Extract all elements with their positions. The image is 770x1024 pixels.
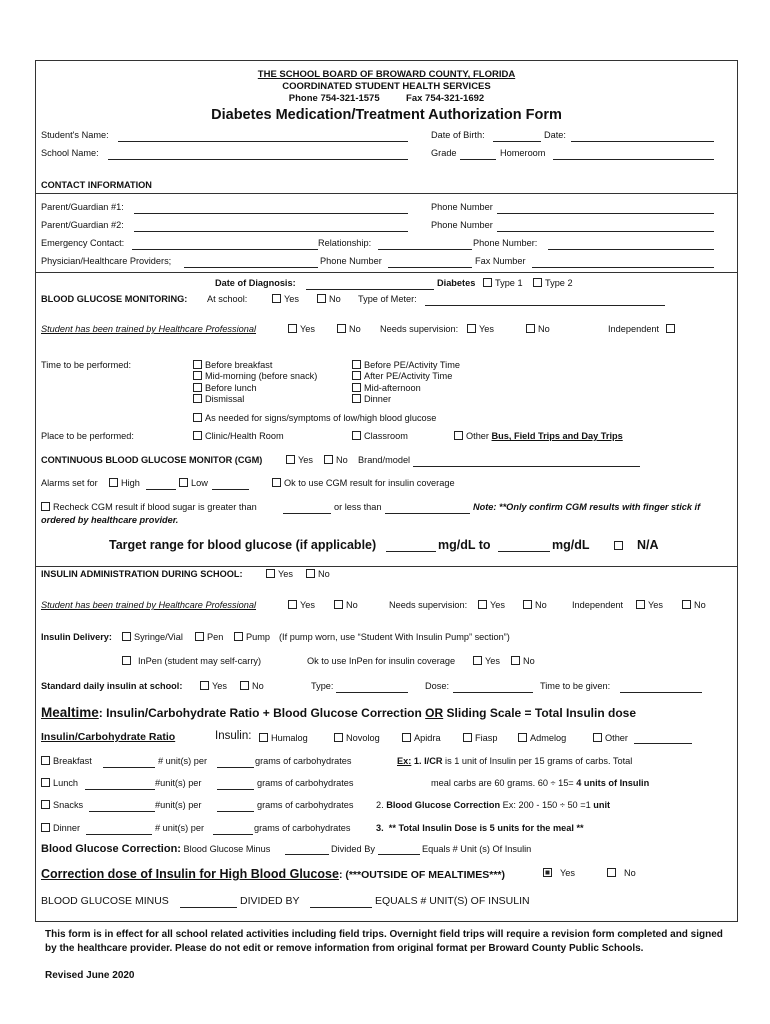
checkbox-icon[interactable] (195, 632, 204, 641)
trained-label: Student has been trained by Healthcare Professional (41, 324, 257, 334)
brand-option-humalog-label: Humalog (271, 733, 308, 743)
time-left-option-2-label: Before lunch (205, 382, 257, 393)
checkbox-icon[interactable] (193, 394, 202, 403)
dob-label: Date of Birth: (431, 130, 485, 140)
dose-field[interactable] (453, 692, 533, 693)
insulin-trained-label: Student has been trained by Healthcare Professional (41, 600, 257, 610)
target-low-field[interactable] (386, 551, 436, 552)
checkbox-icon[interactable] (193, 413, 202, 422)
formula-divided-field[interactable] (310, 907, 372, 908)
checkbox-icon[interactable] (478, 600, 487, 609)
supervision-no[interactable]: No (526, 324, 550, 335)
brand-option-other[interactable] (593, 733, 628, 744)
board-name: THE SCHOOL BOARD OF BROWARD COUNTY, FLORIDA (257, 69, 516, 80)
school-name-label: School Name: (41, 148, 99, 158)
checkbox-icon[interactable] (533, 278, 542, 287)
insulin-supervision-yes[interactable]: Yes (478, 600, 505, 611)
insulin-trained-yes[interactable]: Yes (288, 600, 315, 611)
mealtime-heading: Mealtime: Insulin/Carbohydrate Ratio + Blood Glucose Correction OR Sliding Scale = Total Insulin dose (41, 705, 636, 720)
formula-bg-minus: BLOOD GLUCOSE MINUS (41, 895, 169, 907)
checkbox-icon[interactable] (41, 800, 50, 809)
checkbox-icon[interactable] (193, 360, 202, 369)
times-right-list (352, 360, 460, 406)
dob-field[interactable] (493, 141, 541, 142)
breakfast-option[interactable]: Breakfast (41, 756, 92, 767)
physician-label: Physician/Healthcare Providers; (41, 256, 172, 266)
brand-option-novolog-label: Novolog (346, 733, 380, 743)
ratio-label: Insulin/Carbohydrate Ratio (41, 731, 176, 743)
checkbox-icon[interactable] (41, 823, 50, 832)
cgm-yes[interactable]: Yes (286, 455, 313, 466)
alarm-low-option[interactable]: Low (179, 478, 208, 489)
footer-note: This form is in effect for all school related activities including field trips. Overnight field trips will require a revision form completed and signed by the healthcare provider. Please do not edit or remove information from original format per Broward County Public Schools. (45, 929, 723, 954)
other-place-option[interactable]: Other Bus, Field Trips and Day Trips (454, 431, 623, 442)
grade-field[interactable] (460, 159, 496, 160)
checkbox-icon[interactable] (352, 371, 361, 380)
lunch-grams-label: grams of carbohydrates (257, 778, 354, 788)
brand-label: Brand/model (358, 455, 411, 465)
physician-fax-label: Fax Number (475, 256, 526, 266)
less-than-label: or less than (334, 502, 382, 512)
department-name: COORDINATED STUDENT HEALTH SERVICES (282, 81, 491, 92)
time-label: Time to be performed: (41, 360, 132, 370)
insulin-independent-yes[interactable]: Yes (636, 600, 663, 611)
time-right-option-0-label: Before PE/Activity Time (364, 360, 460, 370)
high-correction-heading: Correction dose of Insulin for High Blood Glucose: (***OUTSIDE OF MEALTIMES***) (41, 867, 505, 881)
time-given-field[interactable] (620, 692, 702, 693)
brand-option-novolog[interactable] (334, 733, 380, 744)
checkbox-icon[interactable] (352, 360, 361, 369)
checkbox-icon[interactable] (122, 632, 131, 641)
date-label: Date: (544, 130, 566, 140)
breakfast-grams-label: grams of carbohydrates (255, 756, 352, 766)
time-left-option-3[interactable] (193, 394, 317, 405)
snacks-units-label: #unit(s) per (155, 800, 202, 810)
divider (35, 272, 738, 273)
insulin-brand-label: Insulin: (215, 730, 252, 742)
recheck-less-field[interactable] (385, 513, 470, 514)
checkbox-icon[interactable] (473, 656, 482, 665)
checkbox-icon[interactable] (402, 733, 411, 742)
physician-field[interactable] (184, 267, 318, 268)
checkbox-icon[interactable] (259, 733, 268, 742)
insulin-independent-label: Independent (572, 600, 624, 610)
contact-heading: CONTACT INFORMATION (41, 180, 152, 190)
relationship-label: Relationship: (318, 238, 372, 248)
cgm-ok-option[interactable]: Ok to use CGM result for insulin coverage (272, 478, 455, 489)
brand-option-admelog-label: Admelog (530, 733, 567, 743)
student-name-field[interactable] (118, 141, 408, 142)
brand-option-fiasp[interactable] (463, 733, 497, 744)
checkbox-icon[interactable] (41, 502, 50, 511)
grade-label: Grade (431, 148, 457, 158)
time-left-option-0[interactable] (193, 360, 317, 371)
target-high-field[interactable] (498, 551, 550, 552)
recheck-option[interactable]: Recheck CGM result if blood sugar is greater than (41, 502, 257, 513)
as-needed-option[interactable]: As needed for signs/symptoms of low/high blood glucose (193, 413, 436, 424)
supervision-yes[interactable]: Yes (467, 324, 494, 335)
brand-option-apidra-label: Apidra (414, 733, 441, 743)
correction-row: Blood Glucose Correction: Blood Glucose Minus (41, 843, 271, 855)
checkbox-icon[interactable] (334, 733, 343, 742)
checkbox-icon[interactable] (179, 478, 188, 487)
example-3: 3. ** Total Insulin Dose is 5 units for the meal ** (376, 823, 584, 833)
recheck-greater-field[interactable] (283, 513, 331, 514)
checkbox-icon[interactable] (193, 371, 202, 380)
snacks-units-field[interactable] (89, 811, 155, 812)
time-right-option-1-label: After PE/Activity Time (364, 371, 453, 382)
diabetes-label: Diabetes (437, 278, 476, 288)
standard-no[interactable]: No (240, 681, 264, 692)
checkbox-icon[interactable] (454, 431, 463, 440)
pen-option[interactable]: Pen (195, 632, 223, 643)
parent1-field[interactable] (134, 213, 408, 214)
target-to-label: mg/dL to (438, 538, 491, 552)
checkbox-checked-icon[interactable] (543, 868, 552, 877)
brand-option-apidra[interactable] (402, 733, 441, 744)
checkbox-icon[interactable] (193, 383, 202, 392)
time-right-option-3[interactable] (352, 394, 460, 405)
checkbox-icon[interactable] (511, 656, 520, 665)
checkbox-icon[interactable] (234, 632, 243, 641)
time-right-option-2-label: Mid-afternoon (364, 382, 421, 393)
checkbox-icon[interactable] (286, 455, 295, 464)
insulin-admin-yes[interactable]: Yes (266, 569, 293, 580)
checkbox-icon[interactable] (666, 324, 675, 333)
cgm-label: CONTINUOUS BLOOD GLUCOSE MONITOR (CGM) (41, 455, 263, 465)
phone-fax: Phone 754-321-1575 Fax 754-321-1692 (288, 93, 485, 104)
breakfast-units-label: # unit(s) per (158, 756, 208, 766)
checkbox-icon[interactable] (463, 733, 472, 742)
breakfast-grams-field[interactable] (217, 767, 254, 768)
parent2-field[interactable] (134, 231, 408, 232)
diagnosis-label: Date of Diagnosis: (215, 278, 296, 288)
insulin-trained-no[interactable]: No (334, 600, 358, 611)
formula-divided: DIVIDED BY (240, 895, 300, 907)
revised-date: Revised June 2020 (45, 970, 135, 981)
pump-option[interactable]: Pump (234, 632, 270, 643)
checkbox-icon[interactable] (122, 656, 131, 665)
lunch-grams-field[interactable] (217, 789, 254, 790)
classroom-option[interactable]: Classroom (352, 431, 408, 442)
dinner-units-field[interactable] (86, 834, 152, 835)
type1-option[interactable]: Type 1 (483, 278, 523, 289)
breakfast-units-field[interactable] (103, 767, 155, 768)
brand-option-other-label: Other (605, 733, 628, 743)
syringe-option[interactable]: Syringe/Vial (122, 632, 183, 643)
checkbox-icon[interactable] (607, 868, 616, 877)
time-right-option-0[interactable] (352, 360, 460, 371)
standard-yes[interactable]: Yes (200, 681, 227, 692)
parent2-phone-field[interactable] (497, 231, 714, 232)
checkbox-icon[interactable] (324, 455, 333, 464)
snacks-option[interactable]: Snacks (41, 800, 83, 811)
checkbox-icon[interactable] (41, 756, 50, 765)
divided-by-label: Divided By (331, 844, 375, 854)
emergency-label: Emergency Contact: (41, 238, 125, 248)
pump-note: (If pump worn, use “Student With Insulin Pump” section”) (279, 632, 510, 642)
checkbox-icon[interactable] (467, 324, 476, 333)
checkbox-icon[interactable] (306, 569, 315, 578)
time-left-option-1[interactable] (193, 371, 317, 382)
cgm-note: Note: **Only confirm CGM results with finger stick if (473, 502, 701, 512)
date-field[interactable] (571, 141, 714, 142)
formula-minus-field[interactable] (180, 907, 237, 908)
brand-option-admelog[interactable] (518, 733, 566, 744)
alarm-high-option[interactable]: High (109, 478, 140, 489)
parent2-phone-label: Phone Number (431, 220, 493, 230)
brand-option-fiasp-label: Fiasp (475, 733, 498, 743)
insulin-independent-no[interactable]: No (682, 600, 706, 611)
snacks-grams-field[interactable] (217, 811, 254, 812)
checkbox-icon[interactable] (288, 600, 297, 609)
target-na-option[interactable]: N/A (614, 538, 659, 553)
physician-phone-field[interactable] (388, 267, 472, 268)
checkbox-icon[interactable] (266, 569, 275, 578)
lunch-units-field[interactable] (85, 789, 155, 790)
dinner-grams-label: grams of carbohydrates (254, 823, 351, 833)
checkbox-icon[interactable] (337, 324, 346, 333)
alarm-high-field[interactable] (146, 489, 176, 490)
monitoring-yes[interactable]: Yes (272, 294, 299, 305)
alarms-label: Alarms set for (41, 478, 98, 488)
equals-label: Equals # Unit (s) Of Insulin (422, 844, 532, 854)
supervision-label: Needs supervision: (380, 324, 459, 334)
homeroom-field[interactable] (553, 159, 714, 160)
page-title: Diabetes Medication/Treatment Authorization Form (211, 107, 562, 123)
place-label: Place to be performed: (41, 431, 134, 441)
monitoring-label: BLOOD GLUCOSE MONITORING: (41, 294, 188, 304)
checkbox-icon[interactable] (272, 294, 281, 303)
other-brand-field[interactable] (634, 743, 692, 744)
type-label: Type: (311, 681, 334, 691)
checkbox-icon[interactable] (483, 278, 492, 287)
time-right-option-1[interactable] (352, 371, 460, 382)
time-left-option-2[interactable] (193, 383, 317, 394)
cgm-note-cont: ordered by healthcare provider. (41, 515, 179, 525)
meter-field[interactable] (425, 305, 665, 306)
clinic-option[interactable]: Clinic/Health Room (193, 431, 284, 442)
example-1: Ex: 1. I/CR is 1 unit of Insulin per 15 grams of carbs. Total (397, 756, 633, 766)
school-name-field[interactable] (108, 159, 408, 160)
checkbox-icon[interactable] (352, 431, 361, 440)
emergency-field[interactable] (132, 249, 318, 250)
checkbox-icon[interactable] (523, 600, 532, 609)
physician-phone-label: Phone Number (320, 256, 382, 266)
brand-field[interactable] (413, 466, 640, 467)
checkbox-icon[interactable] (272, 478, 281, 487)
checkbox-icon[interactable] (352, 383, 361, 392)
monitoring-no[interactable]: No (317, 294, 341, 305)
inpen-ok-no[interactable]: No (511, 656, 535, 667)
checkbox-icon[interactable] (526, 324, 535, 333)
inpen-ok-label: Ok to use InPen for insulin coverage (307, 656, 456, 666)
correction-minus-field[interactable] (285, 854, 329, 855)
example-2: 2. Blood Glucose Correction Ex: 200 - 150 ÷ 50 =1 unit (376, 800, 611, 810)
insulin-supervision-label: Needs supervision: (389, 600, 468, 610)
parent1-phone-label: Phone Number (431, 202, 493, 212)
divider (35, 193, 738, 194)
brand-option-humalog[interactable] (259, 733, 308, 744)
checkbox-icon[interactable] (193, 431, 202, 440)
checkbox-icon[interactable] (41, 778, 50, 787)
checkbox-icon[interactable] (614, 541, 623, 550)
divider (35, 566, 738, 567)
parent2-label: Parent/Guardian #2: (41, 220, 124, 230)
delivery-label: Insulin Delivery: (41, 632, 112, 642)
time-left-option-3-label: Dismissal (205, 394, 245, 405)
meter-label: Type of Meter: (358, 294, 417, 304)
type2-option[interactable]: Type 2 (533, 278, 573, 289)
cgm-no[interactable]: No (324, 455, 348, 466)
standard-label: Standard daily insulin at school: (41, 681, 183, 691)
formula-equals: EQUALS # UNIT(S) OF INSULIN (375, 895, 530, 907)
insulin-admin-label: INSULIN ADMINISTRATION DURING SCHOOL: (41, 569, 243, 579)
correction-divided-field[interactable] (378, 854, 420, 855)
student-name-label: Student's Name: (41, 130, 109, 140)
checkbox-icon[interactable] (334, 600, 343, 609)
trained-yes[interactable]: Yes (288, 324, 315, 335)
lunch-units-label: #unit(s) per (155, 778, 202, 788)
checkbox-icon[interactable] (240, 681, 249, 690)
time-left-option-1-label: Mid-morning (before snack) (205, 371, 318, 382)
alarm-low-field[interactable] (212, 489, 249, 490)
dinner-units-label: # unit(s) per (155, 823, 205, 833)
dose-label: Dose: (425, 681, 450, 691)
insulin-admin-no[interactable]: No (306, 569, 330, 580)
checkbox-icon[interactable] (352, 394, 361, 403)
checkbox-icon[interactable] (288, 324, 297, 333)
dinner-grams-field[interactable] (213, 834, 253, 835)
time-right-option-2[interactable] (352, 383, 460, 394)
checkbox-icon[interactable] (682, 600, 691, 609)
parent1-label: Parent/Guardian #1: (41, 202, 124, 212)
time-right-option-3-label: Dinner (364, 394, 392, 405)
checkbox-icon[interactable] (317, 294, 326, 303)
insulin-supervision-no[interactable]: No (523, 600, 547, 611)
example-1-cont: meal carbs are 60 grams. 60 ÷ 15= 4 units of Insulin (431, 778, 650, 788)
type-field[interactable] (336, 692, 408, 693)
homeroom-label: Homeroom (500, 148, 546, 158)
physician-fax-field[interactable] (532, 267, 714, 268)
inpen-ok-yes[interactable]: Yes (473, 656, 500, 667)
time-left-option-0-label: Before breakfast (205, 360, 273, 370)
checkbox-icon[interactable] (518, 733, 527, 742)
high-correction-no[interactable]: No (607, 868, 636, 879)
times-left-list (193, 360, 317, 406)
inpen-option[interactable]: InPen (student may self-carry) (122, 656, 261, 667)
checkbox-icon[interactable] (200, 681, 209, 690)
lunch-option[interactable]: Lunch (41, 778, 78, 789)
diagnosis-field[interactable] (306, 289, 434, 290)
time-given-label: Time to be given: (540, 681, 611, 691)
at-school-label: At school: (207, 294, 248, 304)
snacks-grams-label: grams of carbohydrates (257, 800, 354, 810)
checkbox-icon[interactable] (109, 478, 118, 487)
target-unit: mg/dL (552, 538, 590, 552)
trained-no[interactable]: No (337, 324, 361, 335)
checkbox-icon[interactable] (636, 600, 645, 609)
high-correction-yes[interactable]: Yes (543, 868, 575, 879)
emergency-phone-label: Phone Number: (473, 238, 538, 248)
dinner-option[interactable]: Dinner (41, 823, 80, 834)
checkbox-icon[interactable] (593, 733, 602, 742)
target-label: Target range for blood glucose (if applicable) (109, 538, 377, 552)
independent-option[interactable]: Independent (608, 324, 678, 335)
emergency-phone-field[interactable] (548, 249, 714, 250)
parent1-phone-field[interactable] (497, 213, 714, 214)
relationship-field[interactable] (378, 249, 472, 250)
